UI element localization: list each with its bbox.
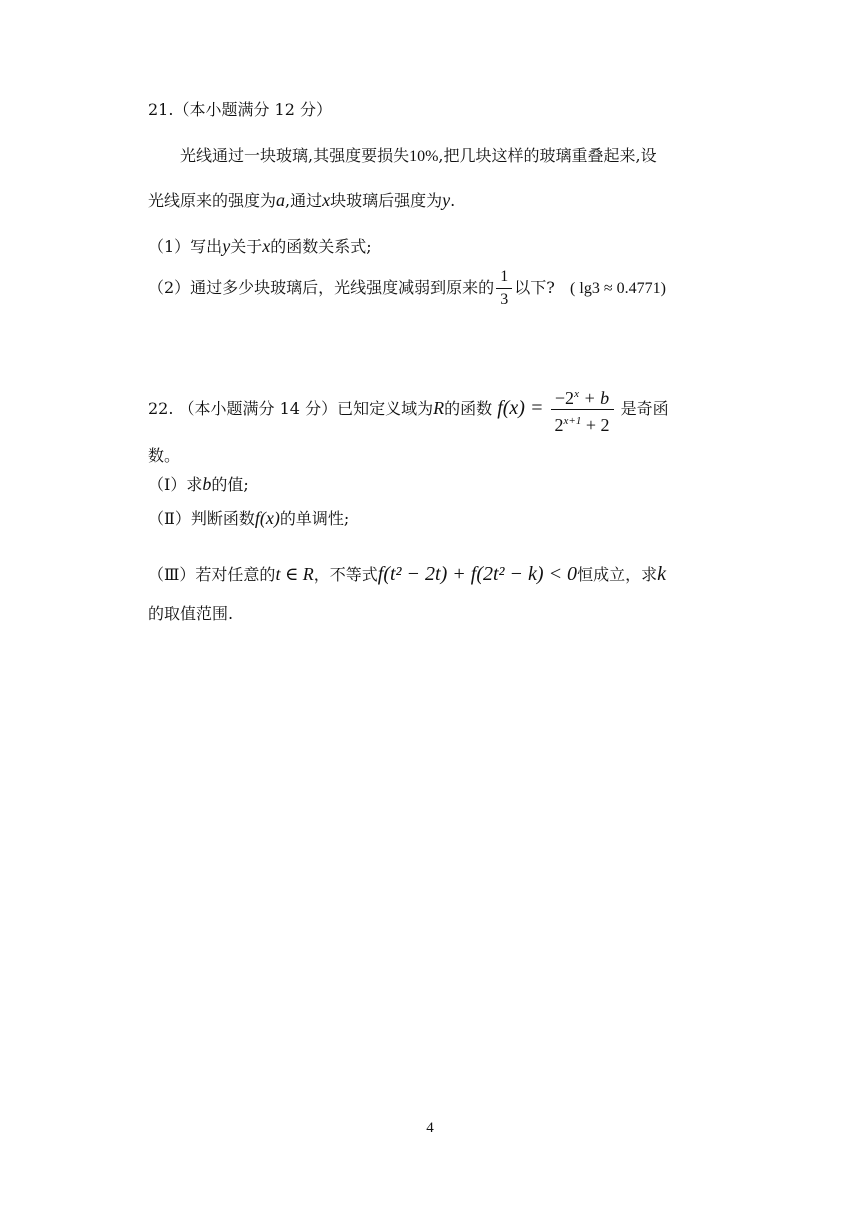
q22-part-i <box>148 474 249 495</box>
one-third-fraction <box>496 266 512 311</box>
function-fraction <box>551 383 614 436</box>
q22-part-ii-func: f(x) <box>254 508 280 528</box>
q22-part-iii <box>148 564 666 585</box>
q21-part1-var-x: x <box>262 236 271 256</box>
q21-intro-line1 <box>180 146 657 167</box>
q22-part-i-text-c: 的值; <box>211 475 249 494</box>
fraction-numerator: 1 <box>496 266 512 289</box>
fraction-denominator: 3 <box>500 291 509 308</box>
q21-intro-line2 <box>148 190 455 211</box>
q22-part-iii-domain: t ∈ R <box>275 564 314 584</box>
page-number: 4 <box>426 1120 434 1136</box>
numerator-tail: + b <box>578 388 610 408</box>
q21-var-a: a <box>276 190 286 210</box>
q21-part2-text-b: 以下? <box>514 278 555 297</box>
q22-header-text-c: 是奇函 <box>620 399 669 418</box>
q21-intro-text-b: ,把几块这样的玻璃重叠起来,设 <box>438 146 657 165</box>
q21-part2-text-a: （2）通过多少块玻璃后，光线强度减弱到原来的 <box>148 278 495 297</box>
q21-log-hint: ( lg3 ≈ 0.4771) <box>570 280 666 297</box>
q21-percent: 10% <box>409 148 439 165</box>
q21-header <box>148 100 332 120</box>
q22-part-i-text-a: （Ⅰ）求 <box>148 475 203 494</box>
q22-part-iii-text-b: ，不等式 <box>313 565 378 584</box>
function-numerator <box>551 383 614 410</box>
denominator-tail: + 2 <box>581 415 610 435</box>
q21-line2-text-b: ,通过 <box>285 191 323 210</box>
numerator-exponent: x <box>574 388 579 400</box>
q22-part-iii-text-a: （Ⅲ）若对任意的 <box>148 565 276 584</box>
q21-line2-text-d: . <box>450 191 456 210</box>
q21-part1 <box>148 236 372 257</box>
denominator-exponent: x+1 <box>563 415 582 427</box>
q21-part1-text-c: 的函数关系式; <box>270 237 372 256</box>
q21-header-text: 21.（本小题满分 12 分） <box>148 100 332 119</box>
q21-var-x: x <box>322 190 331 210</box>
q21-part1-text-a: （1）写出 <box>148 237 223 256</box>
q22-part-iii-text-c: 恒成立，求 <box>577 565 658 584</box>
q22-part-iii-var-k: k <box>657 563 666 585</box>
function-lhs: f(x) = <box>497 397 544 419</box>
function-denominator <box>551 410 614 436</box>
q21-part1-text-b: 关于 <box>230 237 263 256</box>
q22-inequality: f(t² − 2t) + f(2t² − k) < 0 <box>377 563 578 585</box>
q21-part1-var-y: y <box>222 236 231 256</box>
q22-var-r: R <box>433 398 445 418</box>
q21-part2 <box>148 266 666 311</box>
q22-part-ii <box>148 508 349 529</box>
q21-line2-text-c: 块玻璃后强度为 <box>330 191 443 210</box>
q22-part-ii-text-b: 的单调性; <box>279 509 350 528</box>
q21-var-y: y <box>442 190 451 210</box>
q22-header <box>148 380 669 437</box>
q22-part-i-var-b: b <box>202 474 212 494</box>
q22-part-iii-text-d: 的取值范围. <box>148 604 234 623</box>
q22-header-text-d: 数。 <box>148 446 181 465</box>
q22-part-ii-text-a: （Ⅱ）判断函数 <box>148 509 255 528</box>
q21-intro-text-a: 光线通过一块玻璃,其强度要损失 <box>180 146 410 165</box>
q21-line2-text-a: 光线原来的强度为 <box>148 191 277 210</box>
q22-header-text-a: 22. （本小题满分 14 分）已知定义域为 <box>148 399 434 418</box>
q22-header-text-b: 的函数 <box>444 399 493 418</box>
denominator-base: 2 <box>554 415 564 435</box>
q22-header-cont <box>148 446 180 466</box>
q22-part-iii-cont <box>148 604 233 624</box>
numerator-base: −2 <box>554 388 575 408</box>
